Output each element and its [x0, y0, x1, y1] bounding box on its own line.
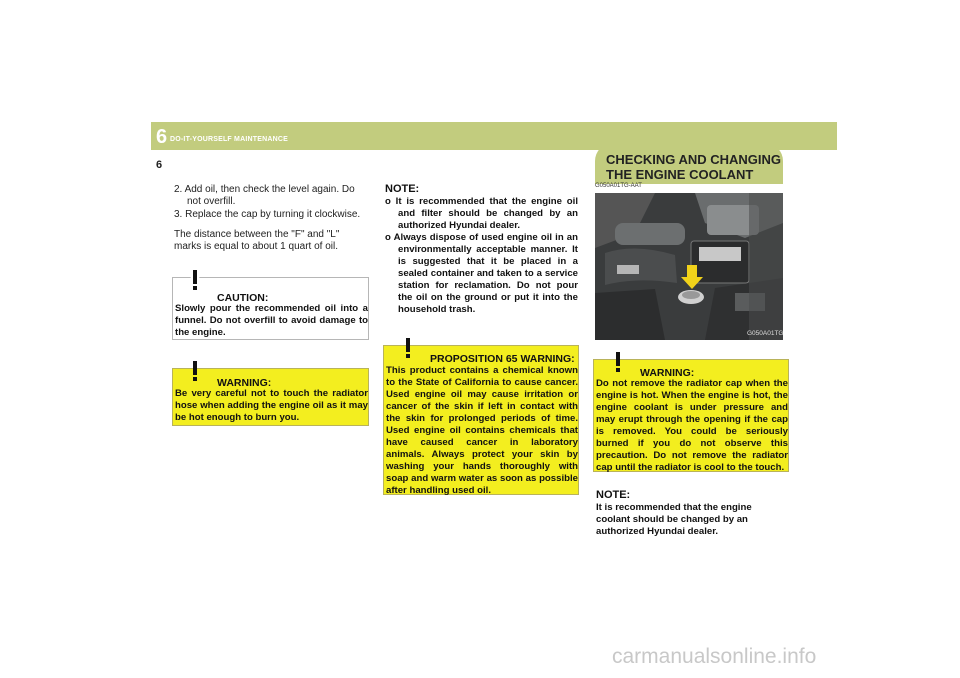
warning-triangle-icon [184, 360, 206, 382]
coolant-warning-body: Do not remove the radiator cap when the engine is hot. When the engine is hot, the engine coolant is under pressure and may erupt through the opening if the cap is removed. You could be seriously burned if you do not observe this precaution. Do not remove the radiator cap until the radiator is cool to the touch. [596, 378, 788, 473]
proposition-body: This product contains a chemical known to the State of California to cause cancer. Used engine oil may cause irritation or cancer of the skin if left in contact with the skin for prolonged periods of time. Used engine oil contains chemicals that have caused cancer in laboratory animals. Always protect your skin by washing your hands thoroughly with soap and warm water as soon as possible after handling used oil. [386, 365, 578, 496]
note-item: o It is recommended that the engine oil and filter should be changed by an authorized Hyundai dealer. [385, 196, 578, 231]
warning-box [172, 368, 369, 426]
caution-body: Slowly pour the recommended oil into a funnel. Do not overfill to avoid damage to the engine. [175, 303, 368, 338]
section-heading: CHECKING AND CHANGING THE ENGINE COOLANT [606, 152, 782, 182]
engine-illustration [595, 193, 783, 340]
note-title: NOTE: [596, 489, 631, 501]
step-item: 2. Add oil, then check the level again. Do not overfill. [174, 184, 355, 208]
coolant-note-body: It is recommended that the engine coolant should be changed by an authorized Hyundai dealer. [596, 502, 752, 537]
warning-title: WARNING: [217, 377, 272, 389]
warning-triangle-icon [607, 351, 629, 373]
section-number: 6 [156, 126, 168, 148]
watermark: carmanualsonline.info [612, 645, 817, 668]
coolant-warning-box [593, 359, 789, 472]
engine-bay-photo [595, 193, 783, 340]
photo-caption: G050A01TG [747, 330, 784, 337]
proposition-title: PROPOSITION 65 WARNING: [430, 353, 575, 365]
steps-list [174, 184, 366, 223]
page-number: 6 [156, 159, 163, 171]
coolant-note [596, 489, 788, 538]
oil-note [385, 183, 578, 316]
warning-triangle-icon [397, 337, 419, 359]
caution-title: CAUTION: [217, 292, 269, 304]
caution-box [172, 277, 369, 340]
warning-triangle-icon [184, 269, 206, 291]
note-title: NOTE: [385, 183, 420, 195]
warning-body: Be very careful not to touch the radiator hose when adding the engine oil as it may be hot enough to burn you. [175, 388, 368, 423]
step-item: 3. Replace the cap by turning it clockwise. [174, 209, 361, 221]
distance-paragraph: The distance between the "F" and "L" marks is equal to about 1 quart of oil. [174, 229, 340, 253]
note-item: o Always dispose of used engine oil in an environmentally acceptable manner. It is suggested that it be placed in a sealed container and taken to a service station for reclamation. Do not pour the oil on the ground or put it into the household trash. [385, 232, 578, 315]
doc-code: G050A01TG-AAT [595, 183, 642, 189]
proposition-65-warning-box [383, 345, 579, 495]
section-title: DO-IT-YOURSELF MAINTENANCE [170, 136, 288, 143]
coolant-warning-title: WARNING: [640, 367, 695, 379]
